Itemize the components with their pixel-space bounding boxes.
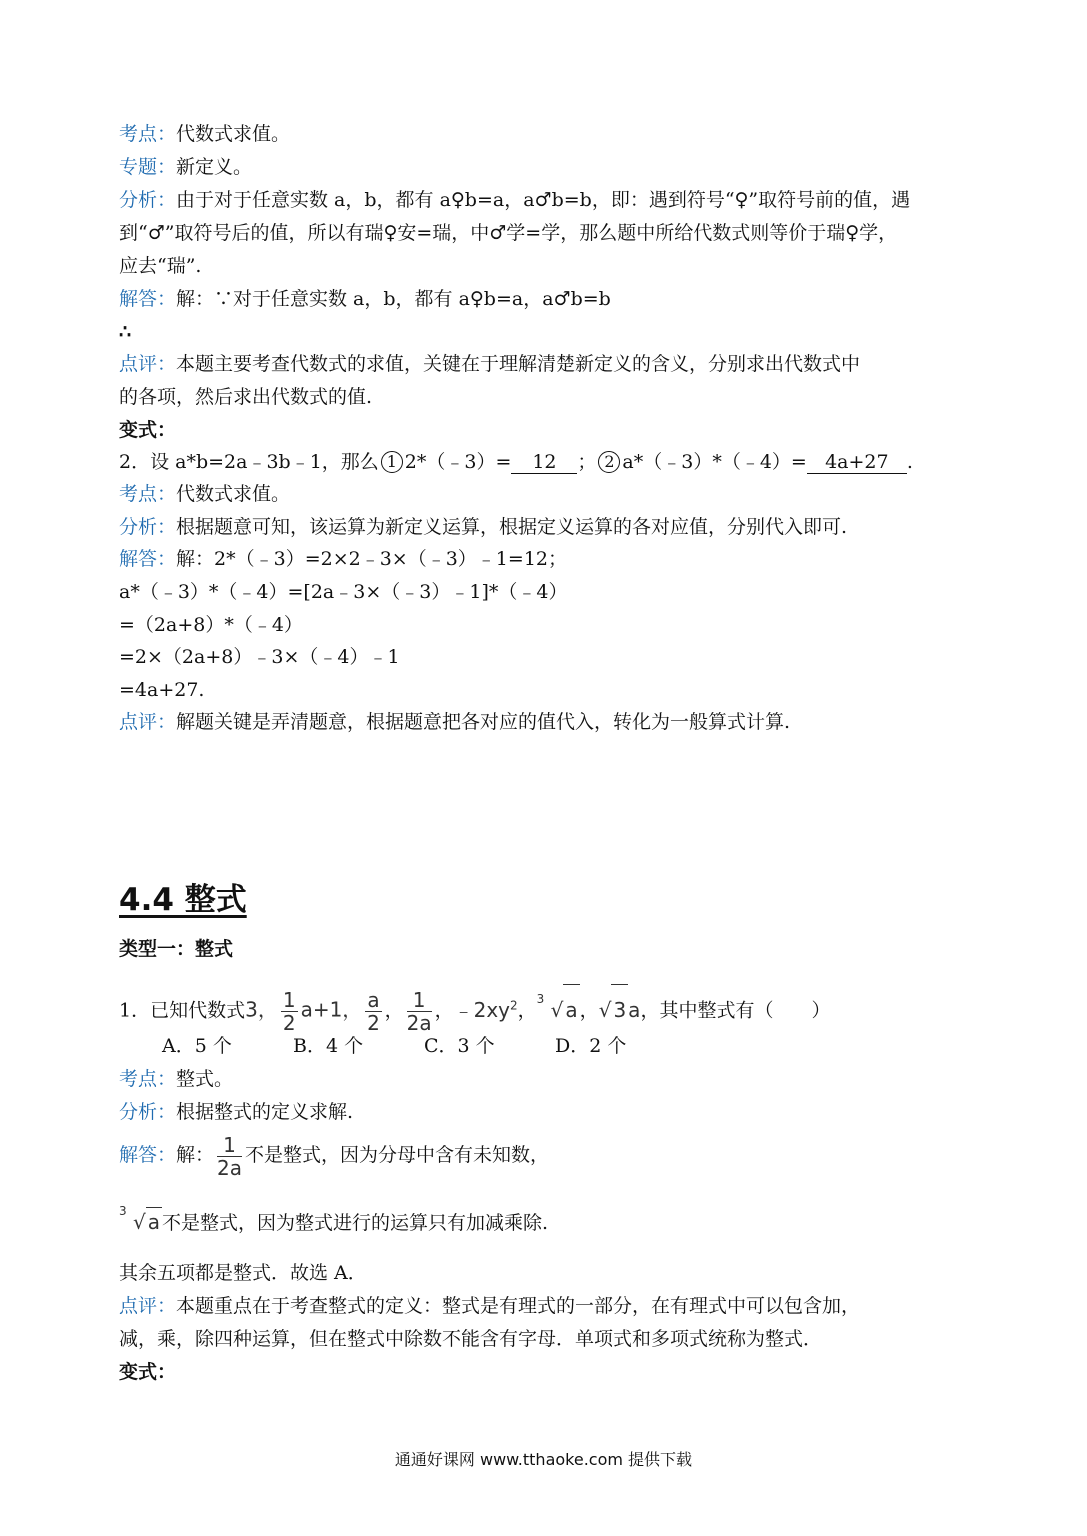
p2-jieda-label: 解答： [119, 548, 177, 570]
answer-blank-2: 4a+27 [807, 451, 907, 474]
p2-dianping-text: 解题关键是弄清题意，根据题意把各对应的值代入，转化为一般算式计算. [176, 711, 791, 733]
answer-blank-1: 12 [511, 451, 577, 474]
problem-2-intro: 2．设 a*b=2a﹣3b﹣1，那么 [119, 451, 379, 473]
q1-kaodian-label: 考点： [119, 1068, 177, 1090]
jieda-label: 解答： [119, 288, 177, 310]
q1-jieda-frac-num: 1 [217, 1134, 242, 1157]
q1-frac2-den: 2 [367, 1011, 380, 1036]
fenxi-line-3: 应去“瑞”. [119, 255, 202, 277]
circle-number-1: 1 [381, 451, 403, 473]
option-d: D．2 个 [555, 1035, 627, 1057]
q1-frac-half-den: 2 [282, 1011, 296, 1036]
q1-intro: 1．已知代数式 [119, 999, 246, 1022]
fenxi-line-2: 到“♂”取符号后的值，所以有瑞♀安=瑞，中♂学=学，那么题中所给代数式则等价于瑞♀学， [119, 222, 898, 244]
q1-cube-root-radicand: a [563, 984, 579, 1035]
q1-term-monomial [454, 998, 518, 1022]
q1-frac-a-over-2 [365, 989, 381, 1034]
p2-fenxi-text: 根据题意可知，该运算为新定义运算，根据定义运算的各对应值，分别代入即可. [176, 516, 848, 538]
q1-jieda-label: 解答： [119, 1144, 177, 1166]
q1-term-three: 3， [245, 997, 278, 1022]
q1-sqrt-after: a [628, 997, 641, 1022]
q1-fenxi-line [119, 1100, 979, 1124]
q1-jieda-frac [217, 1134, 242, 1179]
p2-jieda-text: 解：2*（﹣3）=2×2﹣3×（﹣3）﹣1=12； [176, 548, 567, 570]
p2-kaodian-text: 代数式求值。 [176, 483, 291, 505]
zhuanti-text: 新定义。 [176, 156, 253, 178]
p2-step-3: =2×（2a+8）﹣3×（﹣4）﹣1 [119, 646, 400, 668]
zhuanti-line [119, 155, 979, 179]
kaodian-text: 代数式求值。 [176, 123, 291, 145]
q1-tail: ，其中整式有（ ） [640, 999, 831, 1022]
q1-fenxi-label: 分析： [119, 1101, 177, 1123]
q1-frac3-num: 1 [407, 989, 432, 1012]
footer-credit: 通通好课网 www.tthaoke.com 提供下载 [394, 1450, 693, 1469]
dianping-text-1: 本题主要考查代数式的求值，关键在于理解清楚新定义的含义，分别求出代数式中 [176, 353, 861, 375]
q1-square-root: √ 3 a [599, 984, 641, 1035]
p2-step-2: =（2a+8）*（﹣4） [119, 614, 303, 636]
q1-frac-1-over-2a [407, 989, 432, 1034]
fenxi-text-1: 由于对于任意实数 a，b，都有 a♀b=a，a♂b=b，即：遇到符号“♀”取符号前的值，遇 [176, 189, 911, 211]
q1-dianping-line-2: 减，乘，除四种运算，但在整式中除数不能含有字母．单项式和多项式统称为整式． [119, 1328, 823, 1350]
problem-2-end: . [906, 451, 913, 473]
q1-kaodian-text: 整式。 [176, 1068, 234, 1090]
q1-frac-half [281, 989, 298, 1034]
therefore-symbol: ∴ [119, 321, 132, 343]
q1-frac2-num: a [367, 988, 380, 1013]
p2-kaodian-label: 考点： [119, 483, 177, 505]
q1-jieda-cube-root: 3 √ a [119, 1207, 162, 1236]
jieda-text: 解：∵对于任意实数 a，b，都有 a♀b=a，a♂b=b [176, 288, 611, 310]
q1-frac-half-num: 1 [282, 988, 296, 1013]
q1-jieda-pre: 解： [176, 1144, 215, 1166]
bianshi-heading: 变式： [119, 419, 177, 441]
dianping-label: 点评： [119, 353, 177, 375]
p2-fenxi-label: 分析： [119, 516, 177, 538]
p2-dianping-line [119, 710, 979, 734]
q1-comma-4: ， [579, 999, 599, 1022]
q1-comma-2: ， [434, 999, 454, 1022]
p2-jieda-line [119, 547, 979, 571]
kaodian-label: 考点： [119, 123, 177, 145]
q1-dianping-line-1 [119, 1294, 979, 1318]
p2-fenxi-line [119, 515, 979, 539]
kaodian-line [119, 122, 979, 146]
question-1 [119, 980, 979, 1036]
q1-jieda-line-3: 其余五项都是整式．故选 A． [119, 1262, 367, 1284]
option-a: A．5 个 [162, 1035, 232, 1057]
q1-kaodian-line [119, 1067, 979, 1091]
p2-step-1: a*（﹣3）*（﹣4）=[2a﹣3×（﹣3）﹣1]*（﹣4） [119, 581, 568, 603]
q1-term4-exponent: 2 [510, 998, 518, 1012]
dianping-line-2: 的各项，然后求出代数式的值. [119, 386, 373, 408]
q1-fenxi-text: 根据整式的定义求解. [176, 1101, 354, 1123]
dianping-line-1 [119, 352, 979, 376]
q1-dianping-text-1: 本题重点在于考查整式的定义：整式是有理式的一部分，在有理式中可以包含加， [176, 1295, 861, 1317]
q1-jieda-line [119, 1130, 979, 1180]
q1-term4: ﹣2xy [453, 997, 510, 1022]
q1-jieda-text-1: 不是整式，因为分母中含有未知数， [245, 1144, 550, 1166]
q1-frac3-den: 2a [406, 1011, 432, 1036]
problem-2 [119, 450, 979, 474]
q1-jieda-cube-root-radicand: a [146, 1207, 162, 1236]
problem-2-part1: 2*（﹣3）= [404, 451, 512, 473]
type-heading: 类型一：整式 [119, 938, 234, 960]
q1-jieda-line-2 [119, 1204, 979, 1237]
zhuanti-label: 专题： [119, 156, 177, 178]
p2-kaodian-line [119, 482, 979, 506]
q1-jieda-cube-root-index: 3 [119, 1204, 127, 1218]
q1-comma-3: ， [517, 999, 537, 1022]
problem-2-part2: a*（﹣3）*（﹣4）= [622, 451, 807, 473]
q1-after-frac1: a+1， [300, 997, 363, 1022]
q1-sqrt-radicand: 3 [611, 984, 628, 1035]
circle-number-2: 2 [598, 451, 620, 473]
jieda-line [119, 287, 979, 311]
q1-cube-root-index: 3 [536, 991, 545, 1006]
bianshi-heading-2: 变式： [119, 1361, 177, 1383]
q1-jieda-frac-den: 2a [217, 1155, 243, 1180]
option-b: B．4 个 [293, 1035, 364, 1057]
option-c: C．3 个 [424, 1035, 495, 1057]
problem-2-sep: ； [577, 451, 597, 473]
section-heading: 4.4 整式 [119, 882, 247, 918]
p2-step-4: =4a+27. [119, 679, 205, 701]
q1-cube-root: 3 √ a [537, 984, 580, 1035]
fenxi-label: 分析： [119, 189, 177, 211]
fenxi-line-1 [119, 188, 979, 212]
q1-comma: ， [384, 999, 404, 1022]
q1-dianping-label: 点评： [119, 1295, 177, 1317]
p2-dianping-label: 点评： [119, 711, 177, 733]
q1-jieda-text-2: 不是整式，因为整式进行的运算只有加减乘除. [162, 1212, 549, 1234]
